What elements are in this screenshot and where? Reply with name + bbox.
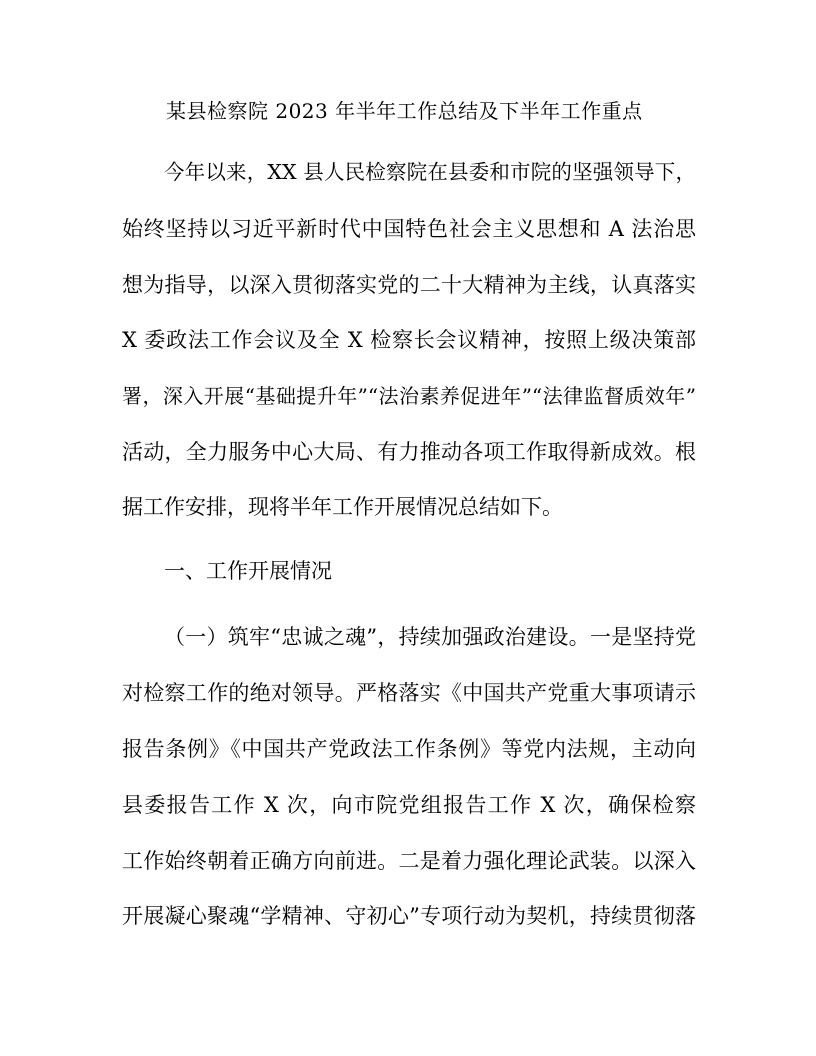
intro-line-6: 活动，全力服务中心大局、有力推动各项工作取得新成效。根 bbox=[122, 440, 696, 464]
section-heading: 一、工作开展情况 bbox=[164, 559, 332, 583]
section-line-5: 工作始终朝着正确方向前进。二是着力强化理论武装。以深入 bbox=[122, 849, 696, 873]
document-title: 某县检察院 2023 年半年工作总结及下半年工作重点 bbox=[166, 99, 643, 123]
section-line-2: 对检察工作的绝对领导。严格落实《中国共产党重大事项请示 bbox=[122, 681, 696, 705]
section-line-1: （一）筑牢“忠诚之魂”，持续加强政治建设。一是坚持党 bbox=[164, 625, 696, 649]
section-line-3: 报告条例》《中国共产党政法工作条例》等党内法规，主动向 bbox=[122, 737, 696, 761]
intro-line-2: 始终坚持以习近平新时代中国特色社会主义思想和 A 法治思 bbox=[122, 217, 696, 241]
section-line-4: 县委报告工作 X 次，向市院党组报告工作 X 次，确保检察 bbox=[122, 793, 696, 817]
intro-line-3: 想为指导，以深入贯彻落实党的二十大精神为主线，认真落实 bbox=[122, 273, 696, 297]
intro-line-1: 今年以来，XX 县人民检察院在县委和市院的坚强领导下， bbox=[164, 160, 696, 184]
section-line-6: 开展凝心聚魂“学精神、守初心”专项行动为契机，持续贯彻落 bbox=[122, 904, 696, 928]
intro-line-7: 据工作安排，现将半年工作开展情况总结如下。 bbox=[122, 495, 563, 519]
intro-line-4: X 委政法工作会议及全 X 检察长会议精神，按照上级决策部 bbox=[122, 328, 696, 352]
intro-line-5: 署，深入开展“基础提升年”“法治素养促进年”“法律监督质效年” bbox=[122, 384, 696, 408]
